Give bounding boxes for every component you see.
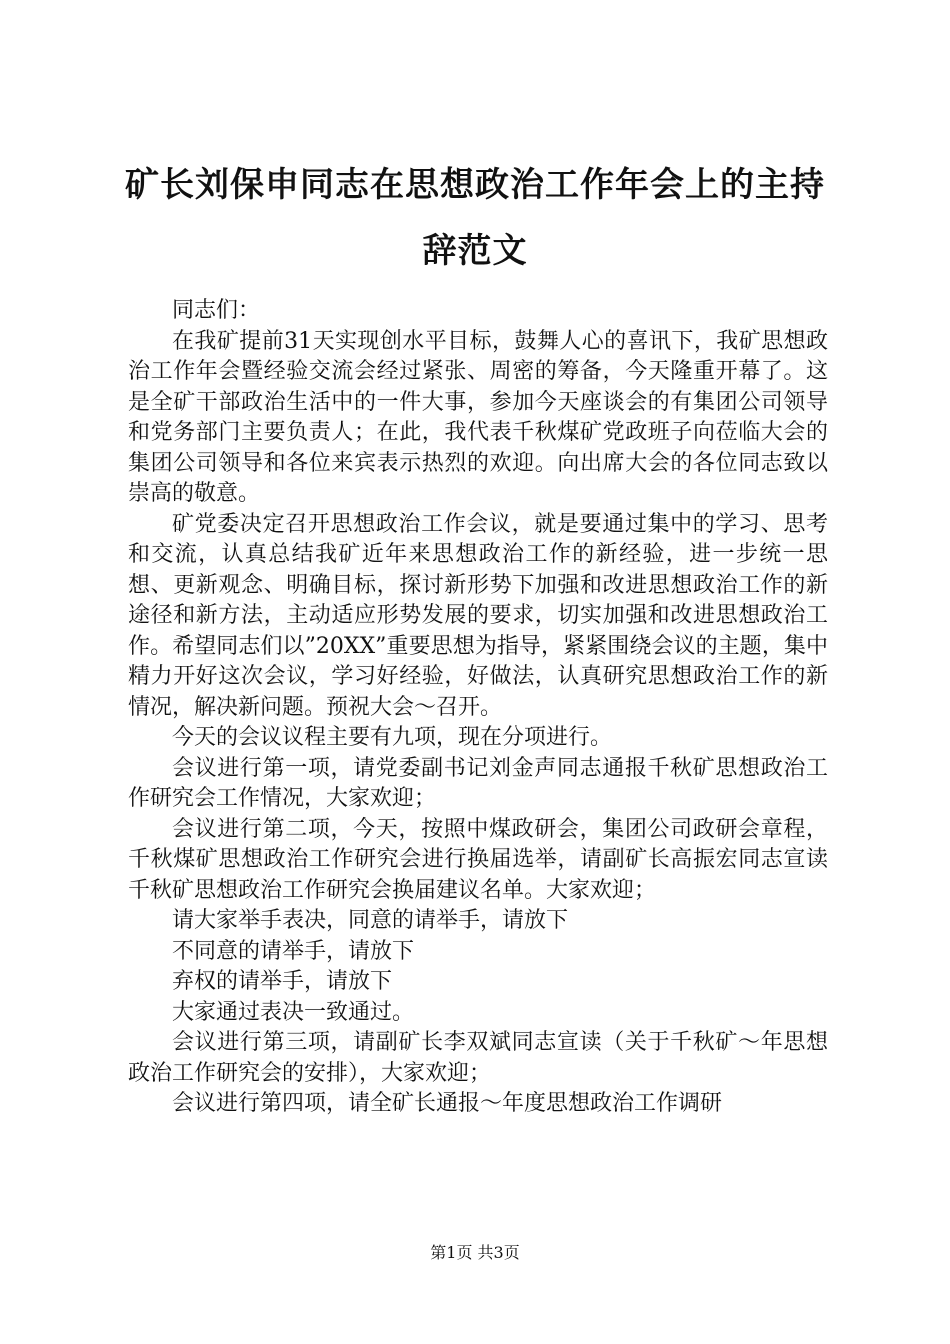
document-body — [128, 296, 828, 1120]
paragraph-item-4: 会议进行第四项，请全矿长通报～年度思想政治工作调研 — [172, 1091, 723, 1116]
paragraph-salutation: 同志们： — [172, 298, 261, 323]
paragraph-item-1: 会议进行第一项，请党委副书记刘金声同志通报千秋矿思想政治工作研究会工作情况，大家欢迎； — [128, 755, 828, 811]
page-number: 第1页 共3页 — [430, 1243, 520, 1262]
paragraph-vote-agree: 请大家举手表决，同意的请举手，请放下 — [172, 908, 569, 933]
paragraph-agenda: 今天的会议议程主要有九项，现在分项进行。 — [172, 725, 613, 750]
paragraph-item-2: 会议进行第二项，今天，按照中煤政研会，集团公司政研会章程，千秋煤矿思想政治工作研究会进行换届选举，请副矿长高振宏同志宣读千秋矿思想政治工作研究会换届建议名单。大家欢迎； — [128, 816, 828, 903]
paragraph-item-3: 会议进行第三项，请副矿长李双斌同志宣读（关于千秋矿～年思想政治工作研究会的安排），大家欢迎； — [128, 1030, 828, 1086]
paragraph-opening: 在我矿提前31天实现创水平目标，鼓舞人心的喜讯下，我矿思想政治工作年会暨经验交流会经过紧张、周密的筹备，今天隆重开幕了。这是全矿干部政治生活中的一件大事，参加今天座谈会的有集团公司领导和党务部门主要负责人；在此，我代表千秋煤矿党政班子向莅临大会的集团公司领导和各位来宾表示热烈的欢迎。向出席大会的各位同志致以崇高的敬意。 — [128, 328, 828, 506]
paragraph-vote-abstain: 弃权的请举手，请放下 — [172, 969, 393, 994]
paragraph-vote-result: 大家通过表决一致通过。 — [172, 999, 415, 1025]
paragraph-vote-disagree: 不同意的请举手，请放下 — [172, 938, 415, 964]
paragraph-purpose: 矿党委决定召开思想政治工作会议，就是要通过集中的学习、思考和交流，认真总结我矿近年来思想政治工作的新经验，进一步统一思想、更新观念、明确目标，探讨新形势下加强和改进思想政治工作的新途径和新方法，主动适应形势发展的要求，切实加强和改进思想政治工作。希望同志们以”20XX”重要思想为指导，紧紧围绕会议的主题，集中精力开好这次会议，学习好经验，好做法，认真研究思想政治工作的新情况，解决新问题。预祝大会～召开。 — [128, 511, 828, 720]
document-title: 矿长刘保申同志在思想政治工作年会上的主持辞范文 — [125, 165, 825, 271]
